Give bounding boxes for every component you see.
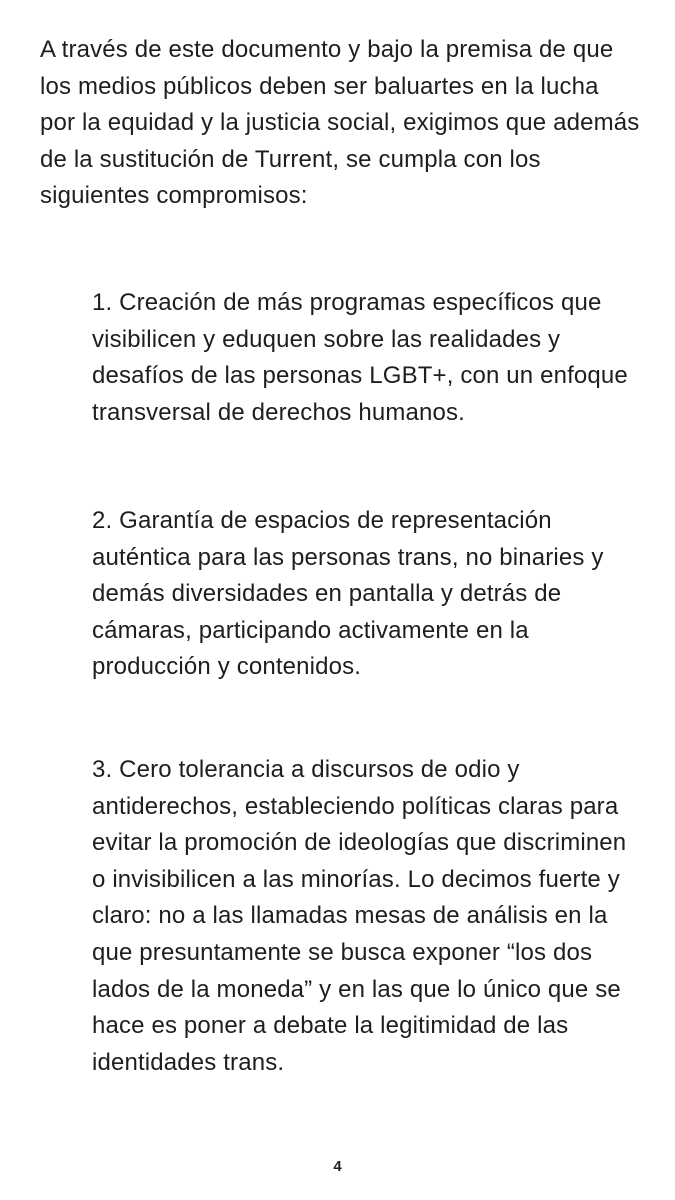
commitment-item-2: 2. Garantía de espacios de representación auténtica para las personas trans, no binaries y demás diversidades en pantalla y detrás de cámaras, participando activamente en la producción y contenidos. (92, 507, 604, 681)
intro-paragraph: A través de este documento y bajo la premisa de que los medios públicos deben ser baluartes en la lucha por la equidad y la justicia social, exigimos que además de la sustitución de Turrent, se cumpla con los siguientes compromisos: (40, 36, 640, 210)
page-number: 4 (333, 1158, 342, 1175)
commitment-item-3: 3. Cero tolerancia a discursos de odio y antiderechos, estableciendo políticas claras para evitar la promoción de ideologías que discriminen o invisibilicen a las minorías. Lo decimos fuerte y claro: no a las llamadas mesas de análisis en la que presuntamente se busca exponer “los dos lados de la moneda” y en las que lo único que se hace es poner a debate la legitimidad de las identidades trans. (92, 756, 627, 1076)
commitment-item-1: 1. Creación de más programas específicos que visibilicen y eduquen sobre las realidades y desafíos de las personas LGBT+, con un enfoque transversal de derechos humanos. (92, 289, 628, 426)
